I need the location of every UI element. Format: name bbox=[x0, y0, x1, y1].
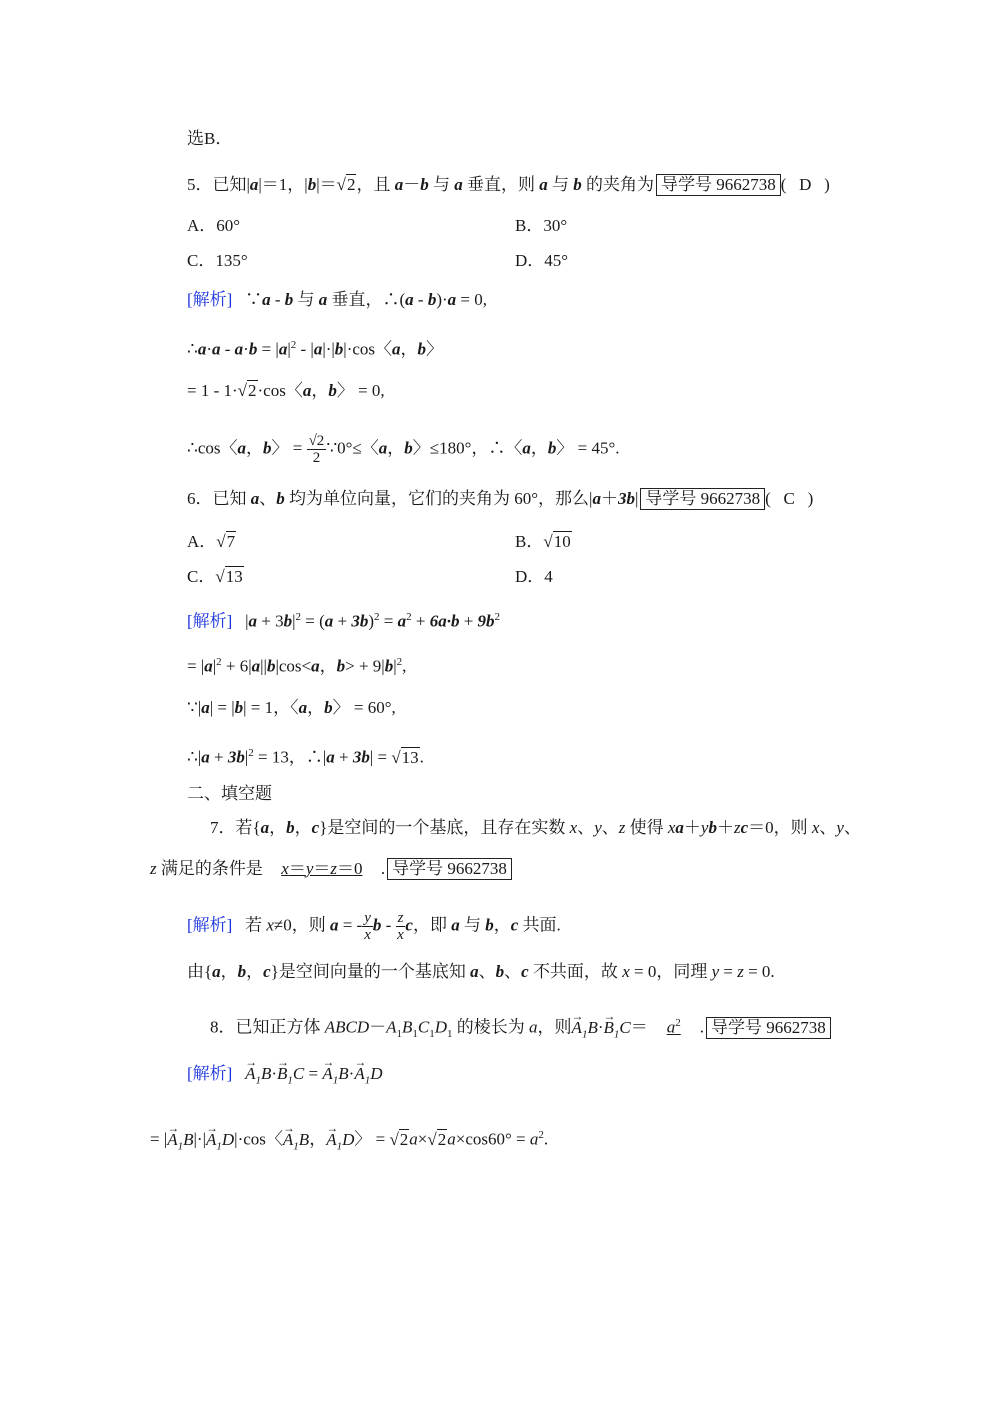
question-7-answer: x＝y＝z＝0 bbox=[281, 859, 363, 878]
q5-analysis-line-2: ∴a·a - $a\cdot b = |a|^2 - |a|\cdot|b|\cdot\cos$〈a，b〉 bbox=[187, 339, 444, 359]
q5-analysis-line-1: [解析] ∵a - b 与 a 垂直，∴(a - b)·a = 0, bbox=[187, 290, 488, 309]
q6-analysis-line-2: = $|a|^2 + 6|a||b|\cos<a$，$b> + 9|b|^2$, bbox=[187, 656, 407, 676]
analysis-label: [解析] bbox=[187, 611, 233, 631]
q6-analysis-line-4: ∴|a + $3b|^2 = 13$，∴|a + 3b| = √13. bbox=[187, 747, 424, 767]
q6-option-b: B．√10 bbox=[515, 532, 571, 551]
q5-analysis-line-4: ∴cos〈a，b〉 = $\frac{√2}{2}$ ∵0°≤〈a，b〉≤180°，∴〈a，b〉 = 45°. bbox=[187, 433, 620, 466]
analysis-label: [解析] bbox=[187, 1064, 233, 1083]
guide-number-box: 导学号 9662738 bbox=[640, 488, 765, 510]
q5-option-c: C．135° bbox=[187, 251, 248, 270]
q6-option-c: C．√13 bbox=[187, 567, 243, 586]
question-6-stem: 6．已知 a、b 均为单位向量，它们的夹角为 60°，那么|a＋3b| 导学号 9662738 ( C ) bbox=[187, 489, 814, 508]
q7-analysis-line-1: [解析] 若 x≠0，则 a = - $\frac{y}{x}$ b - $\frac{z}{x}$ c，即 a 与 b，c 共面. bbox=[187, 910, 561, 943]
q5-analysis-line-3: = 1 - 1·√2·cos〈a，b〉 = 0, bbox=[187, 381, 385, 400]
q5-option-b: B．30° bbox=[515, 216, 568, 235]
guide-number-box: 导学号 9662738 bbox=[387, 858, 512, 880]
question-7-line-1: 7．若{a，b，c}是空间的一个基底，且存在实数 x、y、z 使得 xa＋yb＋zc＝0，则 x、y、 bbox=[210, 818, 861, 837]
q7-analysis-line-2: 由{a，b，c}是空间向量的一个基底知 a、b、c 不共面，故 x = 0，同理 y = z = 0. bbox=[187, 962, 775, 981]
q6-analysis-line-1: [解析] $|a + 3b|^2 = (a + 3b)^2 = a^2 + 6a\cdot b + 9b^2$ bbox=[187, 611, 501, 631]
q5-option-d: D．45° bbox=[515, 251, 569, 270]
q8-analysis-line-2: = |→ $A_1B|\cdot|\to A_1D|\cdot\cos$〈→ $A_1B$，→ $A_1D$〉 = $√2a\times√2a\times\cos 60^\circ = a^2$. bbox=[150, 1124, 548, 1157]
question-8-stem: 8．已知正方体 $ABCD-A_1B_1C_1D_1$ 的棱长为 a，则→ $A_1B\cdot\to B_1C= a^2$ . 导学号 9662738 bbox=[210, 1012, 831, 1045]
q6-option-a: A．√7 bbox=[187, 532, 236, 551]
question-5-stem: 5．已知|a|＝1，|b|＝√2，且 a－b 与 a 垂直，则 a 与 b 的夹角为 导学号 9662738 ( D ) bbox=[187, 175, 830, 194]
analysis-label: [解析] bbox=[187, 915, 233, 935]
guide-number-box: 导学号 9662738 bbox=[706, 1017, 831, 1039]
q6-analysis-line-3: ∵|a| = |b| = 1，〈a，b〉 = 60°, bbox=[187, 698, 396, 717]
guide-number-box: 导学号 9662738 bbox=[656, 174, 781, 196]
question-5-answer: D bbox=[799, 175, 812, 194]
question-7-line-2: z 满足的条件是 x＝y＝z＝0 . 导学号 9662738 bbox=[150, 858, 512, 880]
question-8-answer: $a^2$ bbox=[666, 1017, 681, 1037]
question-6-answer: C bbox=[783, 489, 795, 508]
q8-analysis-line-1: [解析] → $A_1B\cdot\to B_1C$ = → $A_1B\cdot\to A_1D$ bbox=[187, 1063, 382, 1091]
q5-option-a: A．60° bbox=[187, 216, 241, 235]
previous-answer: 选B． bbox=[187, 129, 233, 148]
section-fill-in-blank-heading: 二、填空题 bbox=[187, 784, 272, 803]
q6-option-d: D．4 bbox=[515, 567, 553, 586]
analysis-label: [解析] bbox=[187, 290, 233, 309]
